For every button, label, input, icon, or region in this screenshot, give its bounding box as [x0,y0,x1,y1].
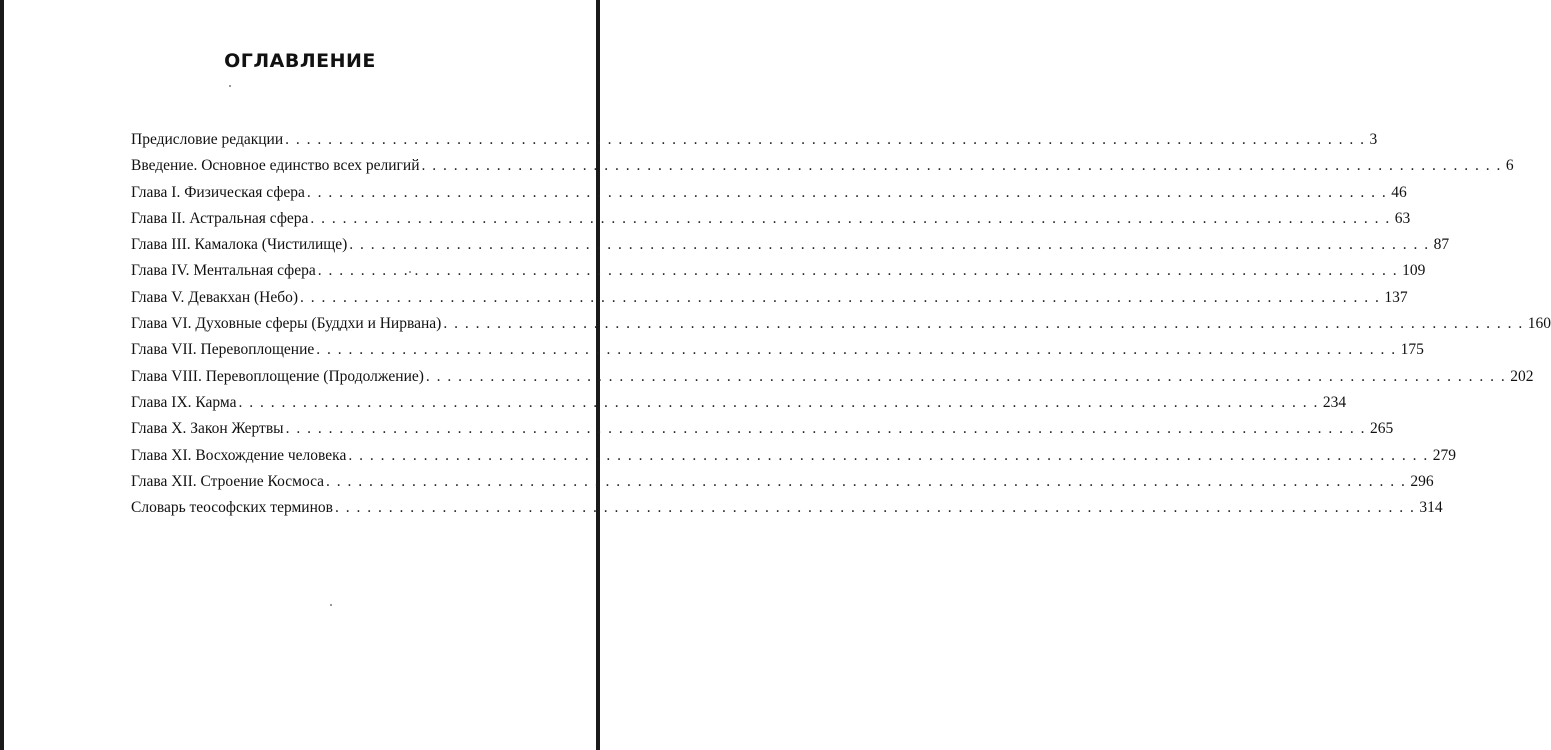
toc-entry [131,341,1424,367]
toc-dot-leader [443,315,1523,333]
page-edge-left [0,0,4,750]
toc-dot-leader [239,394,1319,412]
toc-entry-label: Глава I. Физическая сфера [131,183,305,201]
toc-entry-page: 109 [1402,262,1426,280]
toc-entry-label: Глава VI. Духовные сферы (Буддхи и Нирвана) [131,315,442,333]
toc-dot-leader [285,131,1365,149]
toc-dot-leader [349,236,1429,254]
toc-entry-page: 234 [1322,393,1347,411]
toc-entry [131,367,1534,394]
toc-dot-leader [286,420,1366,438]
toc-entry-label: Глава IV. Ментальная сфера [131,262,316,280]
toc-entry [131,288,1408,315]
toc-entry [131,209,1411,236]
toc-entry-page: 296 [1410,472,1434,490]
toc-entry-label: Словарь теософских терминов [131,499,333,517]
toc-entry-label: Глава II. Астральная сфера [131,209,309,227]
toc-entry [131,262,1426,288]
toc-dot-leader [316,341,1396,359]
toc-dot-leader [348,447,1428,465]
toc-dot-leader [422,157,1502,175]
toc-dot-leader [307,184,1387,202]
print-speck [229,85,231,87]
toc-entry-label: Глава IX. Карма [131,393,237,411]
toc-entry-page: 175 [1400,341,1424,359]
toc-entry-page: 137 [1384,288,1408,306]
toc-dot-leader [335,499,1415,517]
toc-entry-label: Предисловие редакции [131,131,284,148]
toc-entry [131,183,1407,210]
toc-entry-page: 6 [1505,157,1514,175]
toc-entry-page: 3 [1369,131,1378,148]
toc-entry-page: 160 [1527,315,1551,333]
toc-dot-leader [300,289,1380,307]
toc-dot-leader [310,210,1390,228]
toc-entry-label: Глава VII. Перевоплощение [131,341,315,359]
print-speck [330,604,332,606]
toc-entry [131,472,1434,499]
toc-entry-page: 279 [1432,446,1456,464]
page-title: ОГЛАВЛЕНИЕ [224,50,376,72]
toc-entry-label: Глава VIII. Перевоплощение (Продолжение) [131,367,424,385]
toc-entry-page: 202 [1510,367,1534,385]
toc-entry-page: 314 [1419,499,1443,517]
toc-entry-label: Введение. Основное единство всех религий [131,157,420,175]
toc-entry-page: 63 [1394,209,1411,227]
toc-entry [131,499,1443,525]
toc-entry [131,420,1394,446]
print-speck [409,271,411,273]
toc-dot-leader [326,473,1406,491]
toc-entry-label: Глава III. Камалока (Чистилище) [131,236,348,254]
table-of-contents [131,131,1551,525]
toc-entry [131,393,1347,420]
toc-entry [131,315,1551,341]
toc-entry [131,446,1456,473]
toc-entry-page: 87 [1433,236,1450,254]
toc-entry [131,131,1378,157]
toc-dot-leader [426,368,1506,386]
toc-entry-label: Глава XII. Строение Космоса [131,472,325,490]
toc-entry-label: Глава XI. Восхождение человека [131,446,347,464]
toc-entry-label: Глава X. Закон Жертвы [131,420,284,438]
toc-entry-page: 265 [1369,420,1394,438]
toc-entry [131,157,1514,183]
toc-entry-label: Глава V. Девакхан (Небо) [131,288,299,306]
toc-entry-page: 46 [1391,183,1407,201]
toc-entry [131,236,1450,262]
toc-dot-leader [318,262,1398,280]
